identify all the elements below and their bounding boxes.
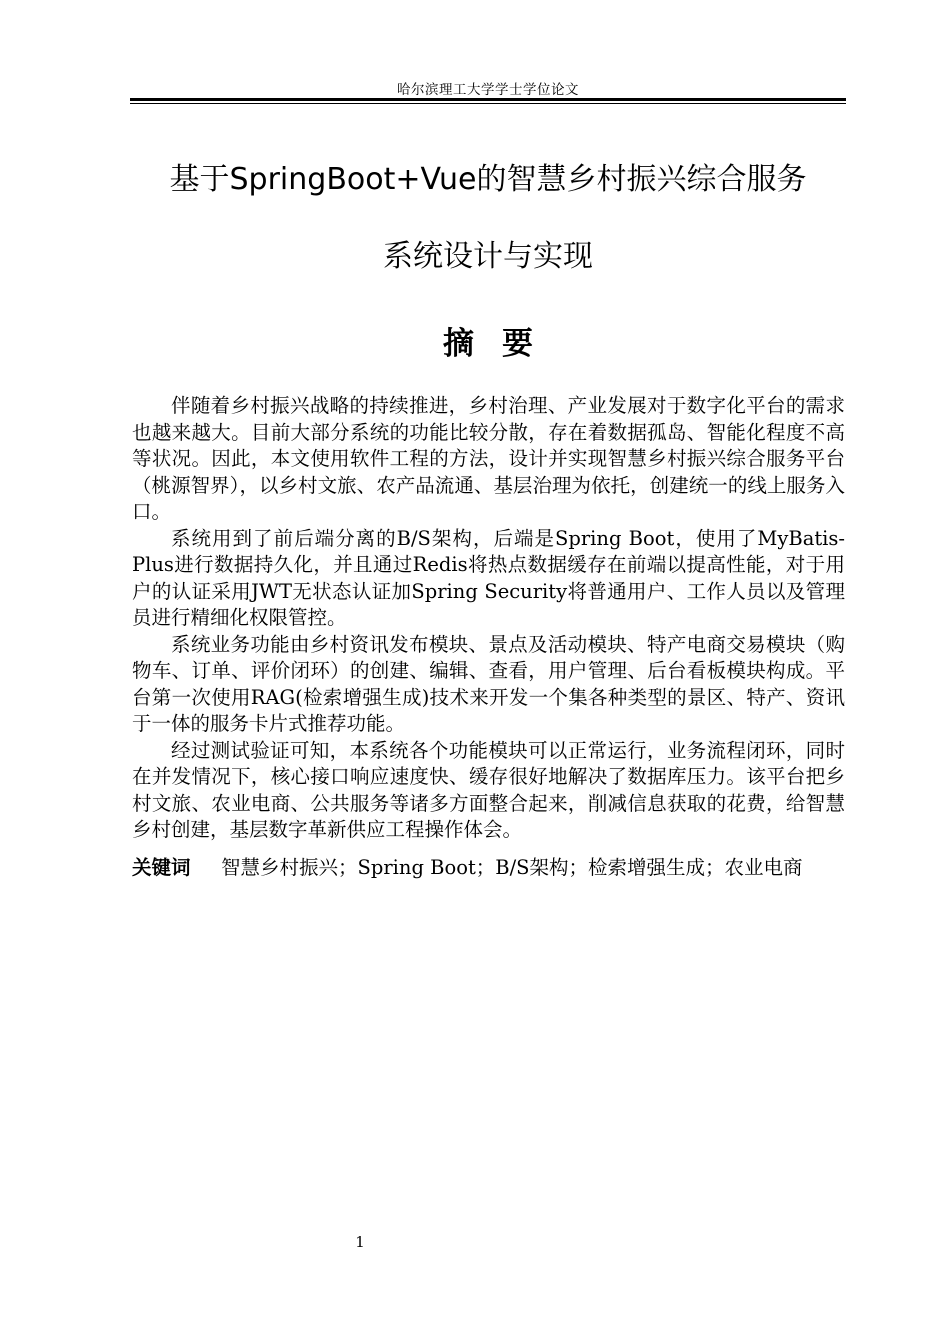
abstract-body <box>132 393 845 844</box>
thesis-title-line-2: 系统设计与实现 <box>383 239 593 274</box>
abstract-paragraph-4: 经过测试验证可知，本系统各个功能模块可以正常运行，业务流程闭环，同时在并发情况下，核心接口响应速度快、缓存很好地解决了数据库压力。该平台把乡村文旅、农业电商、公共服务等诸多方面整合起来，削减信息获取的花费，给智慧乡村创建，基层数字革新供应工程操作体会。 <box>132 738 845 841</box>
abstract-paragraph-1: 伴随着乡村振兴战略的持续推进，乡村治理、产业发展对于数字化平台的需求也越来越大。目前大部分系统的功能比较分散，存在着数据孤岛、智能化程度不高等状况。因此，本文使用软件工程的方法，设计并实现智慧乡村振兴综合服务平台（桃源智界），以乡村文旅、农产品流通、基层治理为依托，创建统一的线上服务入口。 <box>132 394 845 523</box>
abstract-heading: 摘要 <box>443 326 561 362</box>
header-rule-thick <box>130 98 846 101</box>
keywords-text: 智慧乡村振兴；Spring Boot；B/S架构；检索增强生成；农业电商 <box>221 856 803 879</box>
keywords-label: 关键词 <box>132 856 191 879</box>
running-header: 哈尔滨理工大学学士学位论文 <box>397 82 579 98</box>
abstract-paragraph-3: 系统业务功能由乡村资讯发布模块、景点及活动模块、特产电商交易模块（购物车、订单、评价闭环）的创建、编辑、查看，用户管理、后台看板模块构成。平台第一次使用RAG(检索增强生成)技术来开发一个集各种类型的景区、特产、资讯于一体的服务卡片式推荐功能。 <box>132 632 845 735</box>
header-rule-thin <box>130 103 846 104</box>
abstract-paragraph-2: 系统用到了前后端分离的B/S架构，后端是Spring Boot，使用了MyBatis-Plus进行数据持久化，并且通过Redis将热点数据缓存在前端以提高性能，对于用户的认证采用JWT无状态认证加Spring Security将普通用户、工作人员以及管理员进行精细化权限管控。 <box>132 526 845 629</box>
thesis-title-line-1: 基于SpringBoot+Vue的智慧乡村振兴综合服务 <box>169 162 807 197</box>
keywords-block <box>132 855 845 881</box>
page-number: 1 <box>355 1233 365 1251</box>
